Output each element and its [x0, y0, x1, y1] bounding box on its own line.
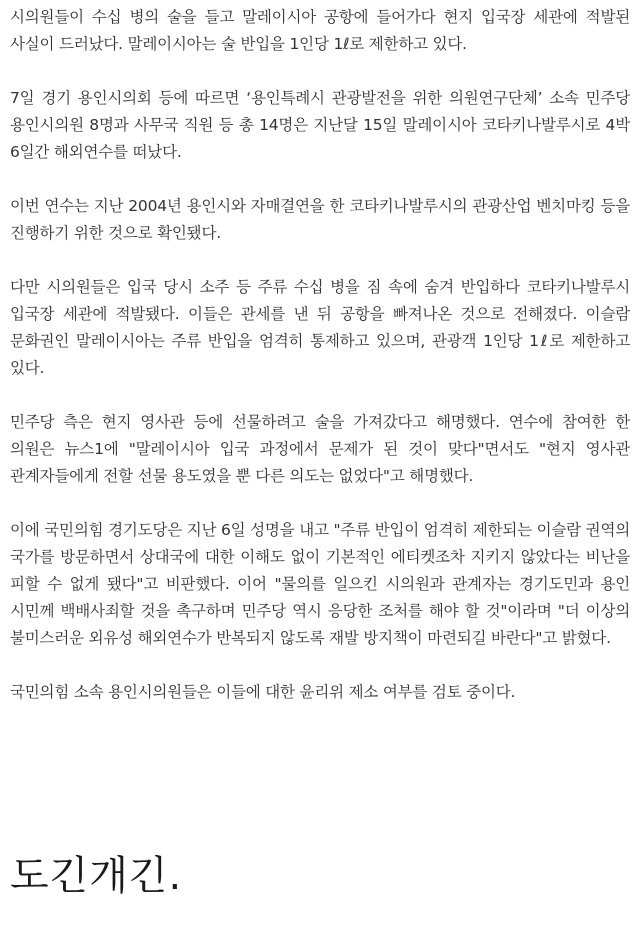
- article-paragraph-2: 7일 경기 용인시의회 등에 따르면 ‘용인특례시 관광발전을 위한 의원연구단체’ 소속 민주당 용인시의원 8명과 사무국 직원 등 총 14명은 지난달 15일 말레이시아 코타키나발루시로 4박 6일간 해외연수를 떠났다.: [10, 89, 630, 161]
- user-comment: 도긴개긴.: [10, 853, 183, 899]
- article-paragraph-7: 국민의힘 소속 용인시의원들은 이들에 대한 윤리위 제소 여부를 검토 중이다.: [10, 683, 516, 701]
- article-paragraph-6: 이에 국민의힘 경기도당은 지난 6일 성명을 내고 "주류 반입이 엄격히 제한되는 이슬람 권역의 국가를 방문하면서 상대국에 대한 이해도 없이 기본적인 에티켓조차 지키지 않았다는 비난을 피할 수 없게 됐다"고 비판했다. 이어 "물의를 일으킨 시의원과 관계자는 경기도민과 용인 시민께 백배사죄할 것을 촉구하며 민주당 역시 응당한 조처를 해야 할 것"이라며 "더 이상의 불미스러운 외유성 해외연수가 반복되지 않도록 재발 방지책이 마련되길 바란다"고 밝혔다.: [10, 521, 630, 647]
- article-paragraph-3: 이번 연수는 지난 2004년 용인시와 자매결연을 한 코타키나발루시의 관광산업 벤치마킹 등을 진행하기 위한 것으로 확인됐다.: [10, 197, 630, 242]
- article-paragraph-1: 시의원들이 수십 병의 술을 들고 말레이시아 공항에 들어가다 현지 입국장 세관에 적발된 사실이 드러났다. 말레이시아는 술 반입을 1인당 1ℓ로 제한하고 있다.: [10, 8, 630, 53]
- article-body: [10, 4, 630, 733]
- article-paragraph-5: 민주당 측은 현지 영사관 등에 선물하려고 술을 가져갔다고 해명했다. 연수에 참여한 한 의원은 뉴스1에 "말레이시아 입국 과정에서 문제가 된 것이 맞다"면서도 "현지 영사관 관계자들에게 전할 선물 용도였을 뿐 다른 의도는 없었다"고 해명했다.: [10, 413, 630, 485]
- article-paragraph-4: 다만 시의원들은 입국 당시 소주 등 주류 수십 병을 짐 속에 숨겨 반입하다 코타키나발루시 입국장 세관에 적발됐다. 이들은 관세를 낸 뒤 공항을 빠져나온 것으로 전해졌다. 이슬람 문화권인 말레이시아는 주류 반입을 엄격히 통제하고 있으며, 관광객 1인당 1ℓ로 제한하고 있다.: [10, 278, 630, 377]
